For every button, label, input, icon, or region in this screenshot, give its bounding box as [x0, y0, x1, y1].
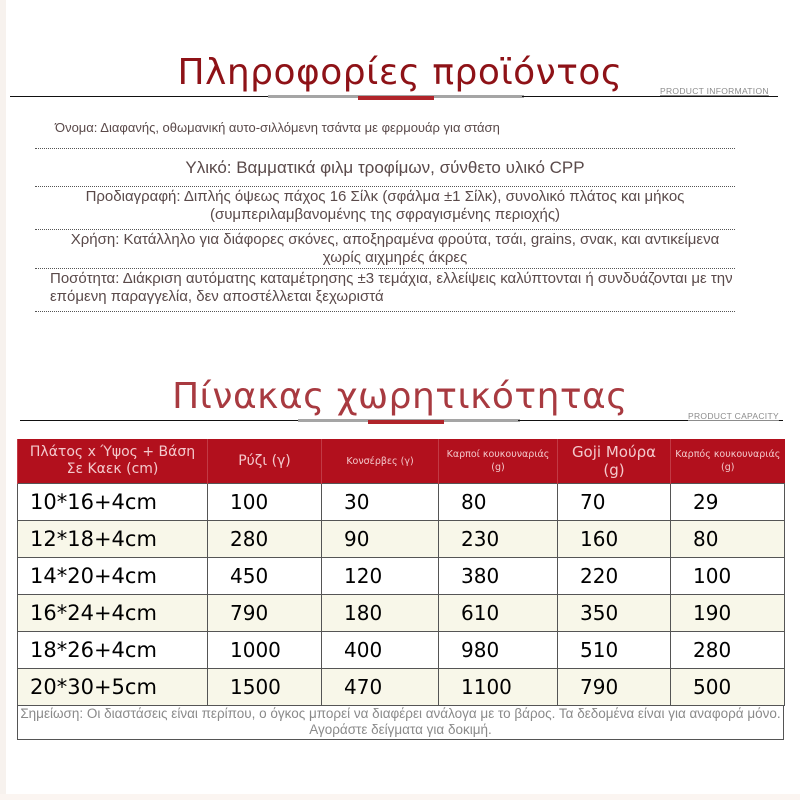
cell-size: 18*26+4cm: [18, 632, 208, 669]
cell-pine-nuts: 80: [439, 484, 558, 521]
capacity-note: Σημείωση: Οι διαστάσεις είναι περίπου, ο όγκος μπορεί να διαφέρει ανάλογα με το βάρος. Τα δεδομένα είναι για αναφορά μόνο. Αγοράστε δείγματα για δοκιμή.: [17, 705, 784, 740]
table-row: [18, 521, 785, 558]
cell-pine-nut: 190: [671, 595, 785, 632]
cell-size: 14*20+4cm: [18, 558, 208, 595]
product-info-title: Πληροφορίες προϊόντος: [177, 52, 623, 94]
cell-pine-nut: 29: [671, 484, 785, 521]
col-header-goji: Goji Μούρα (g): [558, 439, 671, 484]
cell-pine-nuts: 1100: [439, 669, 558, 706]
col-header-pine-nuts: Καρποί κουκουναριάς (g): [439, 439, 558, 484]
cell-pine-nuts: 230: [439, 521, 558, 558]
capacity-title: Πίνακας χωρητικότητας: [172, 376, 628, 418]
cell-pine-nuts: 980: [439, 632, 558, 669]
info-row-material: Υλικό: Βαμματικά φιλμ τροφίμων, σύνθετο υλικό CPP: [35, 150, 735, 187]
cell-canned: 90: [322, 521, 439, 558]
cell-pine-nut: 280: [671, 632, 785, 669]
cell-pine-nut: 500: [671, 669, 785, 706]
table-header-row: [18, 439, 785, 484]
info-row-usage: Χρήση: Κατάλληλο για διάφορες σκόνες, αποξηραμένα φρούτα, τσάι, grains, σνακ, και αντικείμενα χωρίς αιχμηρές άκρες: [35, 231, 735, 269]
cell-size: 10*16+4cm: [18, 484, 208, 521]
info-row-spec: Προδιαγραφή: Διπλής όψεως πάχος 16 Σίλκ (σφάλμα ±1 Σίλκ), συνολικό πλάτος και μήκος (συμπεριλαμβανομένης της σφραγισμένης περιοχής): [35, 188, 735, 230]
capacity-subtitle: PRODUCT CAPACITY: [688, 411, 779, 421]
cell-pine-nut: 100: [671, 558, 785, 595]
cell-goji: 350: [558, 595, 671, 632]
cell-goji: 510: [558, 632, 671, 669]
cell-canned: 30: [322, 484, 439, 521]
col-header-rice: Ρύζι (γ): [208, 439, 322, 484]
divider-right: [522, 96, 778, 97]
cell-goji: 160: [558, 521, 671, 558]
cell-rice: 100: [208, 484, 322, 521]
col-header-pine-nut: Καρπός κουκουναριάς (g): [671, 439, 785, 484]
table-row: [18, 484, 785, 521]
cell-rice: 790: [208, 595, 322, 632]
capacity-table: [17, 439, 785, 706]
cell-rice: 280: [208, 521, 322, 558]
cell-rice: 450: [208, 558, 322, 595]
table-row: [18, 558, 785, 595]
table-row: [18, 632, 785, 669]
col-header-size: Πλάτος x Ύψος + Βάση Σε Καεκ (cm): [18, 439, 208, 484]
cell-goji: 70: [558, 484, 671, 521]
cell-size: 16*24+4cm: [18, 595, 208, 632]
cell-size: 12*18+4cm: [18, 521, 208, 558]
table-row: [18, 595, 785, 632]
cell-pine-nuts: 380: [439, 558, 558, 595]
table-row: [18, 669, 785, 706]
divider-accent: [368, 420, 444, 424]
page-edge-bottom: [0, 794, 800, 800]
cell-rice: 1000: [208, 632, 322, 669]
cell-canned: 470: [322, 669, 439, 706]
divider-left: [10, 96, 270, 97]
cell-pine-nuts: 610: [439, 595, 558, 632]
cell-pine-nut: 80: [671, 521, 785, 558]
cell-size: 20*30+5cm: [18, 669, 208, 706]
cell-goji: 220: [558, 558, 671, 595]
divider-accent: [358, 96, 434, 100]
cell-rice: 1500: [208, 669, 322, 706]
divider-left: [20, 420, 300, 421]
cell-canned: 400: [322, 632, 439, 669]
cell-goji: 790: [558, 669, 671, 706]
cell-canned: 120: [322, 558, 439, 595]
product-info-subtitle: PRODUCT INFORMATION: [660, 86, 769, 96]
info-row-quantity: Ποσότητα: Διάκριση αυτόματης καταμέτρησης ±3 τεμάχια, ελλείψεις καλύπτονται ή συνδυάζονται με την επόμενη παραγγελία, δεν αποστέλλεται ξεχωριστά: [35, 270, 735, 312]
cell-canned: 180: [322, 595, 439, 632]
info-row-name: Όνομα: Διαφανής, οθωμανική αυτο-σιλλόμενη τσάντα με φερμουάρ για στάση: [35, 118, 735, 149]
col-header-canned: Κονσέρβες (γ): [322, 439, 439, 484]
